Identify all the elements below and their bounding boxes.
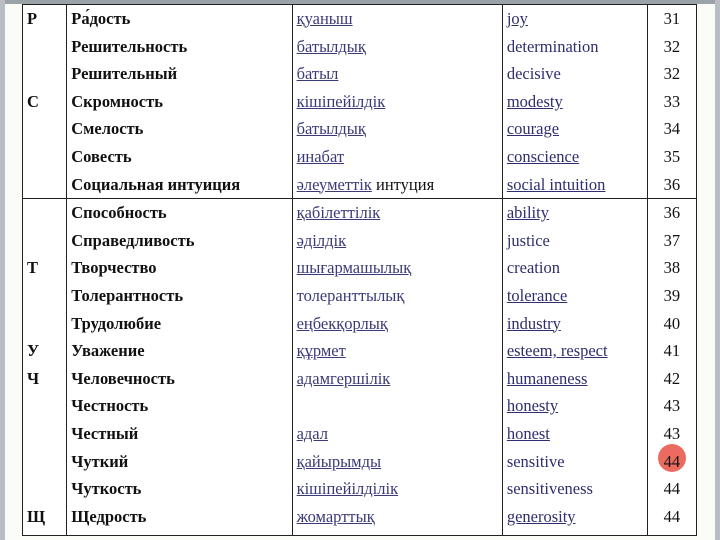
- letter-cell: У: [27, 341, 40, 361]
- vocabulary-table: [22, 4, 697, 536]
- kazakh-word: жомарттық: [296, 506, 375, 526]
- english-word: justice: [506, 230, 550, 250]
- english-word: esteem, respect: [506, 341, 608, 361]
- page-number-cell: [652, 475, 692, 503]
- english-word: honesty: [506, 396, 559, 416]
- english-word: creation: [506, 258, 560, 278]
- page-number: 36: [663, 174, 681, 194]
- table-row-block-1: [23, 5, 697, 199]
- page-number-cell: [652, 310, 692, 338]
- russian-word: Решительность: [71, 36, 188, 56]
- page-number-cell: [652, 392, 692, 420]
- page-number: 39: [663, 285, 681, 305]
- page-number: 44: [663, 506, 681, 526]
- page-number-cell: [652, 365, 692, 393]
- kazakh-word: адал: [296, 423, 328, 443]
- english-word: conscience: [506, 146, 580, 166]
- page-number-cell: [652, 282, 692, 310]
- kazakh-word: батыл: [296, 64, 339, 84]
- page-number-cell: [652, 199, 692, 227]
- kazakh-word: [297, 171, 498, 199]
- page-number-cell-highlighted: [652, 448, 692, 476]
- letter-cell: [27, 171, 62, 199]
- russian-word: Творчество: [71, 258, 157, 278]
- page-number-cell: [652, 227, 692, 255]
- english-word: modesty: [506, 91, 563, 111]
- letter-column: [23, 199, 67, 536]
- english-word: tolerance: [506, 285, 568, 305]
- russian-column: [67, 5, 292, 199]
- russian-word: Честный: [71, 423, 139, 443]
- page-number: 43: [663, 423, 681, 443]
- page-number: 32: [663, 64, 681, 84]
- kazakh-word: әділдік: [296, 230, 347, 250]
- kazakh-word: еңбекқорлық: [296, 313, 388, 333]
- kazakh-word: батылдық: [296, 36, 366, 56]
- russian-word: Скромность: [71, 91, 163, 111]
- page-number: 34: [663, 119, 681, 139]
- english-word: social intuition: [506, 174, 606, 194]
- kazakh-word: батылдық: [296, 119, 366, 139]
- letter-cell: [27, 227, 62, 255]
- kazakh-word: қуаныш: [296, 9, 353, 28]
- page-number: 42: [663, 368, 681, 388]
- kazakh-word: кішіпейілділік: [296, 479, 399, 499]
- english-word: generosity: [506, 506, 576, 526]
- kazakh-word-tail: интуция: [376, 174, 435, 194]
- english-word: courage: [506, 119, 560, 139]
- page-number: 37: [663, 230, 681, 250]
- page-number: 41: [663, 341, 681, 361]
- russian-word: Решительный: [71, 64, 178, 84]
- slide-right-border: [715, 0, 720, 540]
- russian-word: Совесть: [71, 146, 132, 166]
- letter-cell: [27, 475, 62, 503]
- letter-cell: Ч: [27, 368, 40, 388]
- russian-word: Щедрость: [71, 506, 147, 526]
- russian-word: Честность: [71, 396, 149, 416]
- russian-word: Уважение: [71, 341, 145, 361]
- letter-cell: С: [27, 91, 39, 111]
- page-number: 35: [663, 146, 681, 166]
- letter-cell: Щ: [27, 506, 46, 526]
- letter-cell: [27, 33, 62, 61]
- letter-cell: [27, 420, 62, 448]
- page-number: 31: [663, 9, 681, 28]
- kazakh-word-part: әлеуметтік: [296, 174, 372, 194]
- page-number-cell: [652, 337, 692, 365]
- letter-cell: Т: [27, 258, 39, 278]
- letter-cell: [27, 199, 62, 227]
- russian-word: Социальная интуиция: [71, 174, 241, 194]
- kazakh-column: [292, 5, 502, 199]
- letter-cell: [27, 115, 62, 143]
- letter-cell: [27, 392, 62, 420]
- kazakh-word: қайырымды: [296, 451, 382, 471]
- english-word: industry: [506, 313, 561, 333]
- kazakh-column: [292, 199, 502, 536]
- russian-column: [67, 199, 292, 536]
- english-word: humaneness: [506, 368, 588, 388]
- page-number-column: [647, 199, 696, 536]
- kazakh-word: инабат: [296, 146, 345, 166]
- page-number: 36: [663, 203, 681, 223]
- kazakh-word: қабілеттілік: [296, 203, 381, 223]
- letter-cell: [27, 143, 62, 171]
- kazakh-word: [297, 392, 498, 420]
- russian-word: Чуткость: [71, 479, 142, 499]
- english-column: [502, 5, 647, 199]
- russian-word: Толерантность: [71, 285, 184, 305]
- russian-word: Смелость: [71, 119, 144, 139]
- page-number-column: [647, 5, 696, 199]
- kazakh-word: толеранттылық: [296, 285, 405, 305]
- kazakh-word: кішіпейілдік: [296, 91, 386, 111]
- kazakh-word: құрмет: [296, 341, 346, 361]
- slide-left-border: [0, 0, 5, 540]
- page-number: 43: [663, 396, 681, 416]
- russian-word: Ра́дость: [71, 9, 131, 28]
- page-number: 38: [663, 258, 681, 278]
- russian-word: Способность: [71, 203, 167, 223]
- letter-cell: Р: [27, 9, 38, 28]
- english-word: sensitiveness: [506, 479, 593, 499]
- english-word: joy: [506, 9, 528, 28]
- english-word: honest: [506, 423, 550, 443]
- russian-word: Чуткий: [71, 451, 129, 471]
- letter-cell: [27, 60, 62, 88]
- page-number: 32: [663, 36, 681, 56]
- russian-word: Справедливость: [71, 230, 195, 250]
- russian-word: Человечность: [71, 368, 175, 388]
- english-word: sensitive: [506, 451, 565, 471]
- english-column: [502, 199, 647, 536]
- english-word: decisive: [506, 64, 561, 84]
- page-number-cell: [652, 503, 692, 531]
- russian-word: Трудолюбие: [71, 313, 162, 333]
- page-number-cell: [652, 254, 692, 282]
- letter-cell: [27, 282, 62, 310]
- page-number: 44: [663, 451, 681, 471]
- kazakh-word: шығармашылық: [296, 258, 412, 278]
- english-word: ability: [506, 203, 549, 223]
- letter-cell: [27, 448, 62, 476]
- page-number: 33: [663, 91, 681, 111]
- kazakh-word: адамгершілік: [296, 368, 391, 388]
- letter-cell: [27, 310, 62, 338]
- page-number: 44: [663, 479, 681, 499]
- table-row-block-2: [23, 199, 697, 536]
- english-word: determination: [506, 36, 599, 56]
- letter-column: [23, 5, 67, 199]
- page-number: 40: [663, 313, 681, 333]
